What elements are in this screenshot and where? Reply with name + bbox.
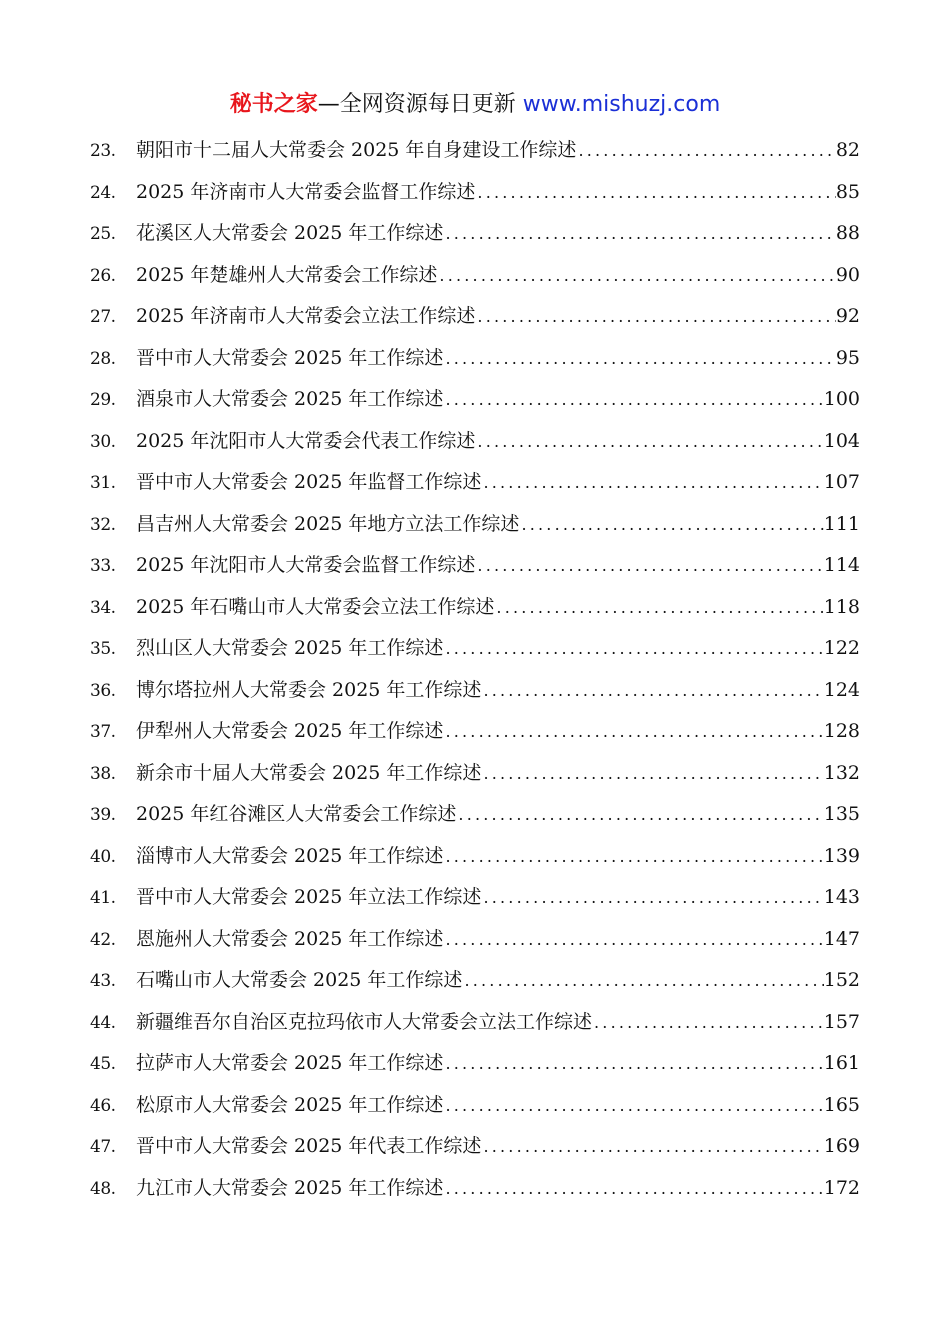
toc-entry-title: 松原市人大常委会 2025 年工作综述 bbox=[136, 1093, 444, 1116]
toc-entry-page: 147 bbox=[823, 927, 860, 950]
toc-dot-leader bbox=[475, 421, 823, 463]
toc-entry[interactable] bbox=[90, 504, 860, 546]
toc-entry-page: 104 bbox=[823, 429, 860, 452]
toc-entry[interactable] bbox=[90, 545, 860, 587]
toc-entry[interactable] bbox=[90, 1085, 860, 1127]
toc-entry-number: 41. bbox=[90, 888, 116, 908]
toc-entry[interactable] bbox=[90, 296, 860, 338]
toc-entry-title: 花溪区人大常委会 2025 年工作综述 bbox=[136, 222, 444, 244]
toc-entry[interactable] bbox=[90, 338, 860, 380]
toc-entry-title: 晋中市人大常委会 2025 年监督工作综述 bbox=[136, 471, 482, 493]
toc-dot-leader bbox=[443, 836, 823, 878]
toc-dot-leader bbox=[481, 1126, 823, 1168]
toc-entry-number: 25. bbox=[90, 224, 116, 244]
header-slogan: —全网资源每日更新 bbox=[317, 92, 523, 117]
toc-entry[interactable] bbox=[90, 255, 860, 297]
toc-dot-leader bbox=[475, 296, 835, 338]
toc-entry-page: 88 bbox=[835, 222, 860, 244]
toc-entry[interactable] bbox=[90, 794, 860, 836]
toc-entry[interactable] bbox=[90, 1043, 860, 1085]
toc-entry-title: 昌吉州人大常委会 2025 年地方立法工作综述 bbox=[136, 512, 520, 535]
toc-dot-leader bbox=[443, 1043, 823, 1085]
toc-entry-number: 31. bbox=[90, 473, 116, 493]
toc-dot-leader bbox=[576, 130, 835, 172]
toc-entry-number: 32. bbox=[90, 514, 116, 535]
toc-dot-leader bbox=[481, 877, 823, 919]
toc-entry-page: 128 bbox=[823, 720, 860, 742]
toc-entry-page: 165 bbox=[823, 1093, 860, 1116]
toc-entry[interactable] bbox=[90, 130, 860, 172]
toc-entry-page: 143 bbox=[823, 886, 860, 908]
toc-entry[interactable] bbox=[90, 670, 860, 712]
toc-dot-leader bbox=[481, 670, 823, 712]
toc-entry-title: 恩施州人大常委会 2025 年工作综述 bbox=[136, 927, 444, 950]
toc-entry-number: 46. bbox=[90, 1095, 116, 1116]
toc-entry-page: 161 bbox=[823, 1052, 860, 1074]
toc-dot-leader bbox=[443, 919, 823, 961]
toc-entry[interactable] bbox=[90, 877, 860, 919]
toc-dot-leader bbox=[494, 587, 823, 629]
toc-dot-leader bbox=[456, 794, 823, 836]
toc-entry-number: 39. bbox=[90, 805, 116, 825]
toc-entry-title: 新疆维吾尔自治区克拉玛依市人大常委会立法工作综述 bbox=[136, 1010, 593, 1033]
toc-dot-leader bbox=[443, 1168, 823, 1210]
toc-entry-number: 34. bbox=[90, 597, 116, 618]
toc-entry[interactable] bbox=[90, 919, 860, 961]
toc-entry-title: 2025 年沈阳市人大常委会监督工作综述 bbox=[136, 554, 476, 576]
toc-dot-leader bbox=[462, 960, 823, 1002]
toc-entry[interactable] bbox=[90, 1002, 860, 1044]
toc-entry-page: 139 bbox=[823, 844, 860, 867]
toc-entry-title: 晋中市人大常委会 2025 年代表工作综述 bbox=[136, 1135, 482, 1157]
toc-entry-title: 拉萨市人大常委会 2025 年工作综述 bbox=[136, 1052, 444, 1074]
table-of-contents bbox=[90, 130, 860, 1209]
toc-entry-number: 40. bbox=[90, 846, 116, 867]
toc-entry-number: 45. bbox=[90, 1054, 116, 1074]
toc-entry[interactable] bbox=[90, 421, 860, 463]
toc-entry-number: 35. bbox=[90, 639, 116, 659]
toc-dot-leader bbox=[443, 628, 823, 670]
toc-entry-number: 27. bbox=[90, 307, 116, 327]
toc-entry-page: 132 bbox=[823, 761, 860, 784]
toc-entry-title: 淄博市人大常委会 2025 年工作综述 bbox=[136, 844, 444, 867]
toc-entry-page: 152 bbox=[823, 969, 860, 991]
toc-entry-number: 48. bbox=[90, 1178, 116, 1199]
toc-entry-number: 37. bbox=[90, 722, 116, 742]
toc-dot-leader bbox=[443, 1085, 823, 1127]
toc-entry-title: 石嘴山市人大常委会 2025 年工作综述 bbox=[136, 969, 463, 991]
toc-entry-number: 44. bbox=[90, 1012, 116, 1033]
toc-entry-page: 90 bbox=[835, 263, 860, 286]
toc-entry-page: 107 bbox=[823, 471, 860, 493]
toc-dot-leader bbox=[475, 172, 835, 214]
toc-entry-page: 135 bbox=[823, 803, 860, 825]
toc-dot-leader bbox=[443, 338, 835, 380]
toc-entry-title: 2025 年红谷滩区人大常委会工作综述 bbox=[136, 803, 457, 825]
toc-entry[interactable] bbox=[90, 213, 860, 255]
toc-entry-number: 23. bbox=[90, 141, 116, 161]
toc-entry-page: 172 bbox=[823, 1176, 860, 1199]
toc-entry-title: 朝阳市十二届人大常委会 2025 年自身建设工作综述 bbox=[136, 139, 577, 161]
toc-entry-title: 九江市人大常委会 2025 年工作综述 bbox=[136, 1176, 444, 1199]
toc-entry-title: 酒泉市人大常委会 2025 年工作综述 bbox=[136, 388, 444, 410]
toc-entry-title: 晋中市人大常委会 2025 年工作综述 bbox=[136, 346, 444, 369]
brand-name: 秘书之家 bbox=[229, 92, 318, 117]
toc-entry[interactable] bbox=[90, 960, 860, 1002]
toc-entry-title: 2025 年沈阳市人大常委会代表工作综述 bbox=[136, 429, 476, 452]
toc-entry-page: 92 bbox=[835, 305, 860, 327]
toc-entry[interactable] bbox=[90, 836, 860, 878]
toc-entry-number: 26. bbox=[90, 265, 116, 286]
toc-entry-number: 38. bbox=[90, 763, 116, 784]
toc-dot-leader bbox=[443, 213, 835, 255]
toc-entry-page: 111 bbox=[823, 512, 860, 535]
toc-dot-leader bbox=[481, 462, 823, 504]
toc-entry-page: 169 bbox=[823, 1135, 860, 1157]
toc-entry-page: 85 bbox=[835, 180, 860, 203]
toc-entry-title: 烈山区人大常委会 2025 年工作综述 bbox=[136, 637, 444, 659]
toc-entry-page: 124 bbox=[823, 678, 860, 701]
toc-entry[interactable] bbox=[90, 711, 860, 753]
toc-entry-page: 114 bbox=[823, 554, 860, 576]
toc-entry-title: 新余市十届人大常委会 2025 年工作综述 bbox=[136, 761, 482, 784]
toc-dot-leader bbox=[481, 753, 823, 795]
toc-entry[interactable] bbox=[90, 628, 860, 670]
header-url-link[interactable]: www.mishuzj.com bbox=[522, 92, 721, 117]
toc-entry[interactable] bbox=[90, 587, 860, 629]
toc-entry-page: 122 bbox=[823, 637, 860, 659]
toc-entry-page: 100 bbox=[823, 388, 860, 410]
toc-dot-leader bbox=[519, 504, 823, 546]
toc-entry-page: 95 bbox=[835, 346, 860, 369]
toc-entry-number: 29. bbox=[90, 390, 116, 410]
toc-entry-number: 42. bbox=[90, 929, 116, 950]
toc-entry[interactable] bbox=[90, 379, 860, 421]
toc-dot-leader bbox=[437, 255, 835, 297]
toc-entry-page: 118 bbox=[823, 595, 860, 618]
toc-entry-number: 47. bbox=[90, 1137, 116, 1157]
toc-entry-number: 30. bbox=[90, 431, 116, 452]
toc-entry[interactable] bbox=[90, 1126, 860, 1168]
toc-entry-title: 伊犁州人大常委会 2025 年工作综述 bbox=[136, 720, 444, 742]
toc-entry-number: 28. bbox=[90, 348, 116, 369]
toc-entry-title: 2025 年济南市人大常委会监督工作综述 bbox=[136, 180, 476, 203]
toc-entry-page: 157 bbox=[823, 1010, 860, 1033]
toc-entry-title: 2025 年石嘴山市人大常委会立法工作综述 bbox=[136, 595, 495, 618]
toc-entry-page: 82 bbox=[835, 139, 860, 161]
toc-entry[interactable] bbox=[90, 753, 860, 795]
toc-dot-leader bbox=[443, 379, 823, 421]
toc-entry[interactable] bbox=[90, 1168, 860, 1210]
page-header bbox=[0, 88, 950, 122]
toc-dot-leader bbox=[592, 1002, 824, 1044]
toc-entry-title: 博尔塔拉州人大常委会 2025 年工作综述 bbox=[136, 678, 482, 701]
toc-entry-title: 2025 年济南市人大常委会立法工作综述 bbox=[136, 305, 476, 327]
toc-entry-title: 2025 年楚雄州人大常委会工作综述 bbox=[136, 263, 438, 286]
toc-entry-number: 43. bbox=[90, 971, 116, 991]
toc-dot-leader bbox=[475, 545, 823, 587]
toc-entry[interactable] bbox=[90, 462, 860, 504]
toc-entry-number: 33. bbox=[90, 556, 116, 576]
toc-entry-title: 晋中市人大常委会 2025 年立法工作综述 bbox=[136, 886, 482, 908]
toc-entry-number: 36. bbox=[90, 680, 116, 701]
toc-entry-number: 24. bbox=[90, 182, 116, 203]
toc-entry[interactable] bbox=[90, 172, 860, 214]
toc-dot-leader bbox=[443, 711, 823, 753]
